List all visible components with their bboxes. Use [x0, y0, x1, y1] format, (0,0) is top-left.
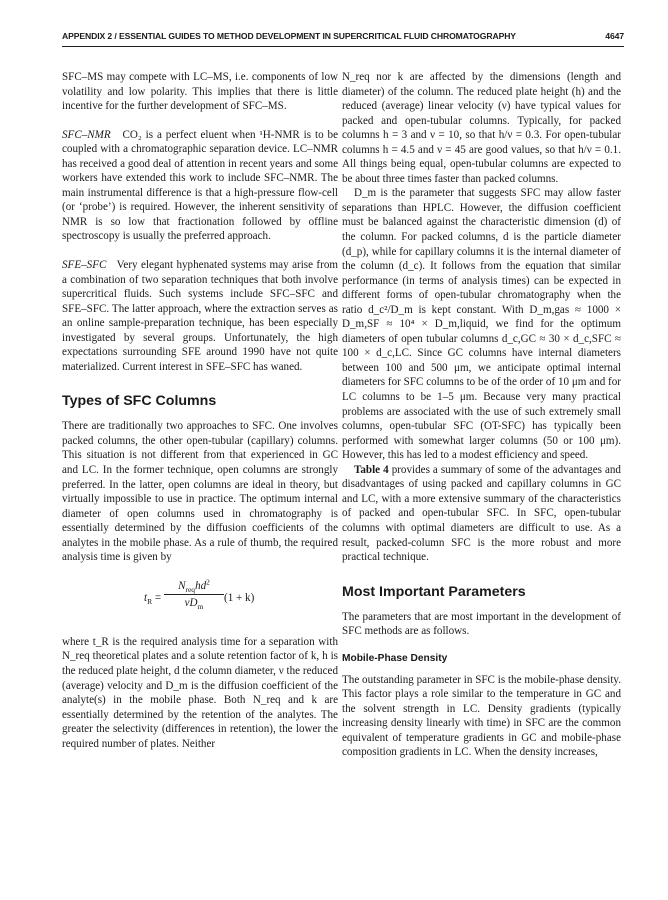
- running-header: [62, 30, 624, 47]
- equation-denominator: $\nu D_m$: [184, 597, 204, 612]
- section-title-types-of-sfc-columns: Types of SFC Columns: [62, 393, 217, 410]
- running-title: APPENDIX 2 / ESSENTIAL GUIDES TO METHOD DEVELOPMENT IN SUPERCRITICAL FLUID CHROMATOGRAPHY: [62, 31, 516, 41]
- run-in-head-sfe-sfc: SFE–SFC: [62, 259, 107, 272]
- paragraph-sfc-ms: SFC–MS may compete with LC–MS, i.e. components of low volatility and low polarity. This implies that there is little incentive for the further development of SFC–MS.: [62, 71, 338, 113]
- paragraph-sfe-sfc-text: Very elegant hyphenated systems may arise from a combination of two separation techniques that both involve supercritical fluids. Such systems include SFC–SFC and SFE–SFC. The latter approach, where the extraction serves as an online sample-preparation technique, has been especially investigated by several groups. Unfortunately, the high expectations surrounding SFE around 1990 have not quite materialized. Current interest in SFE–SFC has waned.: [62, 259, 338, 373]
- analysis-time-equation: [62, 579, 338, 625]
- subsection-title-mobile-phase-density: Mobile-Phase Density: [342, 652, 448, 664]
- right-column: [342, 70, 621, 760]
- equation-fraction: [164, 579, 224, 611]
- paragraph-mobile-phase-density: The outstanding parameter in SFC is the mobile-phase density. This factor plays a role similar to the temperature in GC and the solvent strength in LC. Density gradients (typically increasing density linearly with time) in SFC are the common equivalent of temperature gradients in GC and mobile-phase composition gradients in LC. When the density increases,: [342, 673, 621, 759]
- section-title-most-important-parameters: Most Important Parameters: [342, 583, 526, 600]
- equation-numerator: $N_{req}hd^2$: [164, 579, 224, 596]
- paragraph-diffusion-coefficient: D_m is the parameter that suggests SFC may allow faster separations than HPLC. However, the diffusion coefficient must be balanced against the characteristic dimension (d) of the column. For packed columns, d is the particle diameter (d_p), while for capillary columns it is the internal diameter of the column (d_c). It follows from the equation that similar performance (in terms of analysis times) can be expected in different forms of open-tubular chromatography when the ratio d_c²/D_m is kept constant. With D_m,gas ≈ 1000 × D_m,SF ≈ 10⁴ × D_m,liquid, we find for the optimum diameters of open tubular columns d_c,GC ≈ 30 × d_c,SFC ≈ 100 × d_c,LC. Since GC columns have internal diameters between 100 and 500 μm, we anticipate optimal internal diameters for SFC columns to be of the order of 10 μm and for LC columns to be 1–5 μm. Because very many practical problems are associated with the use of such extremely small columns, open-tubular SFC (OT-SFC) has typically been performed with somewhat larger columns (50 or 100 μm). However, this has led to a modest efficiency and speed.: [342, 187, 621, 462]
- equation-lhs: $t_R$ =: [144, 591, 162, 607]
- run-in-head-sfc-nmr: SFC–NMR: [62, 128, 111, 141]
- table-4-reference[interactable]: Table 4: [354, 463, 389, 476]
- paragraph-equation-terms: where t_R is the required analysis time for a separation with N_req theoretical plates and a solute retention factor of k, h is the reduced plate height, d the column diameter, ν the reduced (average) velocity and D_m is the diffusion coefficient of the analyte(s) in the mobile phase. Both N_req and k are essentially determined by the retention of the analytes. The greater the selectivity (differences in retention), the lower the required number of plates. Neither: [62, 635, 338, 750]
- page-number: 4647: [605, 31, 624, 41]
- paragraph-column-approaches: There are traditionally two approaches to SFC. One involves packed columns, the other open-tubular (capillary) columns. This situation is not different from that experienced in GC and LC. In the former technique, open columns are strongly preferred. In the latter, open columns are ideal in theory, but virtually impossible to use in practice. The optimum internal diameter of open columns used in chromatography is essentially determined by the diffusion coefficients of the analytes in the mobile phase. As a rule of thumb, the required analysis time is given by: [62, 420, 338, 564]
- paragraph-parameters-intro: The parameters that are most important in the development of SFC methods are as follows.: [342, 610, 621, 638]
- paragraph-table-4-summary: Table 4 provides a summary of some of the advantages and disadvantages of using packed and capillary columns in GC and LC, with a more extensive summary of the characteristics of packed and open-tubular SFC. In SFC, open-tubular columns with optimal diameters are difficult to use. As a result, packed-column SFC is the more robust and more practical technique.: [342, 463, 621, 564]
- paragraph-reduced-plate-height: N_req nor k are affected by the dimensions (length and diameter) of the column. The reduced plate height (h) and the reduced (average) linear velocity (ν) have typical values for packed and open-tubular columns. Typically, for packed columns h = 3 and ν = 10, so that h/ν = 0.3. For open-tubular columns h = 4.5 and ν = 45 are good values, so that h/ν = 0.1. All things being equal, open-tubular columns are expected to be about three times faster than packed columns.: [342, 71, 621, 185]
- left-column: [62, 70, 338, 751]
- equation-factor: (1 + k): [224, 591, 255, 604]
- paragraph-sfe-sfc: [62, 258, 338, 374]
- paragraph-sfc-nmr-text: CO₂ is a perfect eluent when ¹H-NMR is to be coupled with a chromatographic separation device. LC–NMR has received a good deal of attention in recent years and some workers have extended this work to include SFC–NMR. The main instrumental difference is that a high-pressure flow-cell (or ‘probe’) is required. However, the inherent sensitivity of NMR is so low that fractionation followed by offline spectroscopy is usually the preferred approach.: [62, 128, 338, 243]
- paragraph-sfc-nmr: [62, 128, 338, 244]
